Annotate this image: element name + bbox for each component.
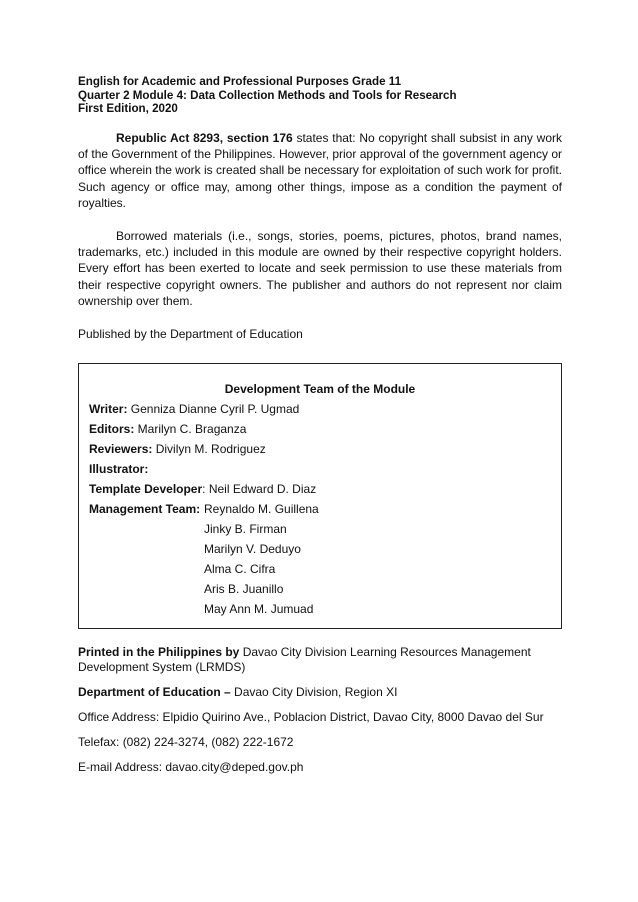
module-title: English for Academic and Professional Purposes Grade 11 — [78, 75, 402, 88]
management-member: May Ann M. Jumuad — [204, 601, 314, 616]
email-address: E-mail Address: davao.city@deped.gov.ph — [78, 759, 304, 774]
template-developer-name: : Neil Edward D. Diaz — [202, 481, 317, 496]
team-title: Development Team of the Module — [224, 381, 416, 396]
editors-row — [89, 422, 246, 436]
reviewers-name: Divilyn M. Rodriguez — [152, 441, 266, 456]
writer-name: Genniza Dianne Cyril P. Ugmad — [127, 401, 300, 416]
reviewers-row — [89, 442, 266, 456]
module-subtitle: Quarter 2 Module 4: Data Collection Methods and Tools for Research — [78, 88, 457, 102]
management-team-row — [89, 502, 200, 516]
law-text: states that: No copyright shall subsist in any work of the Government of the Philippines. However, prior approval of the government agency or office wherein the work is created shall be necessary for exploitation of such work for profit. Such agency or office may, among other things, impose as a condition the payment of royalties. — [78, 130, 563, 211]
template-developer-row — [89, 482, 316, 496]
management-member: Alma C. Cifra — [204, 561, 276, 576]
management-member: Marilyn V. Deduyo — [204, 541, 301, 556]
deped-division-text: Davao City Division, Region XI — [230, 684, 398, 699]
office-address: Office Address: Elpidio Quirino Ave., Poblacion District, Davao City, 8000 Davao del Sur — [78, 709, 544, 724]
law-reference: Republic Act 8293, section 176 — [116, 130, 293, 145]
publisher: Published by the Department of Education — [78, 326, 303, 341]
edition: First Edition, 2020 — [78, 102, 178, 115]
copyright-page — [78, 75, 562, 775]
development-team-box — [78, 363, 562, 629]
editors-label: Editors: — [89, 421, 135, 436]
publication-info — [78, 645, 562, 775]
writer-label: Writer: — [89, 401, 128, 416]
writer-row — [89, 402, 299, 416]
template-developer-label: Template Developer — [89, 481, 203, 496]
deped-label: Department of Education – — [78, 684, 231, 699]
copyright-notice — [78, 130, 562, 212]
management-team-label: Management Team: — [89, 501, 201, 516]
management-member: Jinky B. Firman — [204, 521, 287, 536]
editors-name: Marilyn C. Braganza — [134, 421, 247, 436]
module-header — [78, 75, 562, 116]
illustrator-label: Illustrator: — [89, 461, 149, 476]
printed-by-label: Printed in the Philippines by — [78, 644, 240, 659]
printed-by — [78, 645, 562, 675]
telefax: Telefax: (082) 224-3274, (082) 222-1672 — [78, 734, 294, 749]
printed-by-text: Davao City Division Learning Resources Management Development System (LRMDS) — [78, 644, 531, 674]
management-member: Aris B. Juanillo — [204, 581, 284, 596]
borrowed-materials-notice: Borrowed materials (i.e., songs, stories, poems, pictures, photos, brand names, trademarks, etc.) included in this module are owned by their respective copyright holders. Every effort has been exerted to locate and seek permission to use these materials from their respective copyright owners. The publisher and authors do not represent nor claim ownership over them. — [78, 228, 562, 309]
reviewers-label: Reviewers: — [89, 441, 153, 456]
management-member: Reynaldo M. Guillena — [204, 501, 319, 516]
illustrator-row — [89, 462, 148, 476]
deped-division — [78, 685, 562, 700]
